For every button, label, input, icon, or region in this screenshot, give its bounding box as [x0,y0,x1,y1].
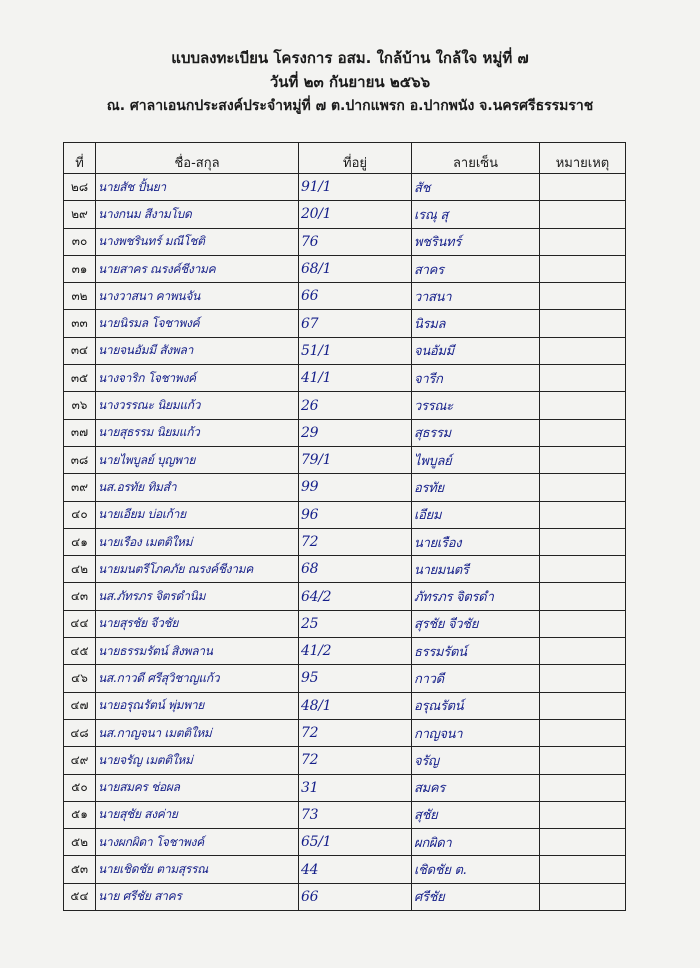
row-address: 66 [299,283,412,310]
row-note [540,774,626,801]
form-location: ณ. ศาลาเอนกประสงค์ประจำหมู่ที่ ๗ ต.ปากแพรก อ.ปากพนัง จ.นครศรีธรรมราช [106,98,594,114]
row-number: ๓๙ [64,474,96,501]
row-name: นางผกผิดา โจชาพงค์ [96,829,299,856]
column-header-address: ที่อยู่ [299,143,412,174]
row-number: ๔๕ [64,638,96,665]
row-name: นส.กาญจนา เมตติใหม่ [96,719,299,746]
row-name: นางพชรินทร์ มณีโชติ [96,228,299,255]
row-name: นางจาริก โจชาพงค์ [96,365,299,392]
table-row [64,719,626,746]
row-note [540,556,626,583]
row-note [540,665,626,692]
row-number: ๔๔ [64,610,96,637]
row-number: ๒๘ [64,174,96,201]
column-header-note: หมายเหตุ [540,143,626,174]
row-note [540,719,626,746]
row-number: ๓๐ [64,228,96,255]
row-number: ๔๓ [64,583,96,610]
row-signature: พชรินทร์ [412,228,540,255]
row-address: 41/1 [299,365,412,392]
row-address: 72 [299,747,412,774]
form-header [0,46,700,118]
table-row [64,638,626,665]
row-name: นางกนม สีงามโบด [96,201,299,228]
row-number: ๕๔ [64,883,96,910]
row-address: 20/1 [299,201,412,228]
row-signature: นายมนตรี [412,556,540,583]
row-name: นส.อรทัย ทิมสำ [96,474,299,501]
row-signature: เรณุ สุ [412,201,540,228]
row-number: ๔๖ [64,665,96,692]
row-name: นายสุรชัย จีวชัย [96,610,299,637]
row-note [540,337,626,364]
row-note [540,228,626,255]
row-note [540,392,626,419]
row-signature: วรรณะ [412,392,540,419]
row-signature: จารีก [412,365,540,392]
row-note [540,365,626,392]
table-header-row [64,143,626,174]
table-row [64,856,626,883]
row-name: นายมนตรีโภคภัย ณรงค์ชีงามค [96,556,299,583]
row-address: 68 [299,556,412,583]
table-row [64,310,626,337]
row-number: ๔๑ [64,528,96,555]
table-row [64,255,626,282]
row-address: 76 [299,228,412,255]
table-row [64,583,626,610]
row-name: นายสุธรรม นิยมแก้ว [96,419,299,446]
registration-table [63,142,626,911]
table-row [64,501,626,528]
row-address: 91/1 [299,174,412,201]
row-number: ๔๐ [64,501,96,528]
table-row [64,446,626,473]
row-signature: ศรีชัย [412,883,540,910]
row-signature: กาวดี [412,665,540,692]
row-number: ๔๘ [64,719,96,746]
row-number: ๔๒ [64,556,96,583]
row-note [540,583,626,610]
row-name: นายจนอัมมี สังพลา [96,337,299,364]
row-note [540,610,626,637]
row-address: 72 [299,528,412,555]
table-row [64,829,626,856]
row-note [540,801,626,828]
row-address: 65/1 [299,829,412,856]
row-note [540,528,626,555]
row-name: นส.กาวดี ศรีสุวิชาญแก้ว [96,665,299,692]
row-number: ๓๗ [64,419,96,446]
row-number: ๕๓ [64,856,96,883]
row-number: ๓๓ [64,310,96,337]
table-row [64,747,626,774]
row-note [540,174,626,201]
row-note [540,255,626,282]
row-name: นายสาคร ณรงค์ชีงามค [96,255,299,282]
row-address: 99 [299,474,412,501]
row-name: นาย ศรีชัย สาคร [96,883,299,910]
row-address: 96 [299,501,412,528]
row-address: 66 [299,883,412,910]
row-name: นายไพบูลย์ บุญพาย [96,446,299,473]
table-row [64,774,626,801]
row-name: นายสุชัย สงค่าย [96,801,299,828]
row-address: 72 [299,719,412,746]
row-number: ๓๖ [64,392,96,419]
row-name: นายเรือง เมตติใหม่ [96,528,299,555]
row-signature: นายเรือง [412,528,540,555]
row-number: ๒๙ [64,201,96,228]
row-note [540,446,626,473]
row-signature: สัช [412,174,540,201]
row-address: 41/2 [299,638,412,665]
row-signature: อรทัย [412,474,540,501]
table-row [64,528,626,555]
row-note [540,638,626,665]
row-name: นายนิรมล โจชาพงค์ [96,310,299,337]
row-address: 67 [299,310,412,337]
row-number: ๓๑ [64,255,96,282]
row-signature: สุธรรม [412,419,540,446]
table-row [64,228,626,255]
row-address: 51/1 [299,337,412,364]
row-signature: จรัญ [412,747,540,774]
row-address: 68/1 [299,255,412,282]
row-note [540,283,626,310]
row-signature: สุชัย [412,801,540,828]
table-row [64,883,626,910]
table-row [64,801,626,828]
row-number: ๔๗ [64,692,96,719]
row-note [540,501,626,528]
row-name: นายเชิดชัย ตามสุรรณ [96,856,299,883]
row-address: 29 [299,419,412,446]
table-body [64,174,626,911]
form-date: วันที่ ๒๓ กันยายน ๒๕๖๖ [269,73,431,91]
row-name: นส.ภัทรภร จิตรดำนิม [96,583,299,610]
row-number: ๕๒ [64,829,96,856]
row-signature: ธรรมรัตน์ [412,638,540,665]
row-note [540,310,626,337]
row-name: นายเอียม บ่อเก้าย [96,501,299,528]
row-signature: เชิดชัย ต. [412,856,540,883]
row-number: ๓๘ [64,446,96,473]
row-number: ๓๕ [64,365,96,392]
row-number: ๔๙ [64,747,96,774]
row-note [540,829,626,856]
row-number: ๕๐ [64,774,96,801]
table-row [64,419,626,446]
table-row [64,283,626,310]
row-signature: ภัทรภร จิตรดำ [412,583,540,610]
row-name: นายธรรมรัตน์ สิงพลาน [96,638,299,665]
row-signature: จนอัมมี [412,337,540,364]
table-row [64,692,626,719]
row-signature: สุรชัย จีวชัย [412,610,540,637]
row-signature: ไพบูลย์ [412,446,540,473]
table-row [64,337,626,364]
table-row [64,365,626,392]
row-signature: สมคร [412,774,540,801]
row-address: 95 [299,665,412,692]
row-name: นายสมคร ช่อผล [96,774,299,801]
row-note [540,692,626,719]
row-address: 26 [299,392,412,419]
table-row [64,556,626,583]
row-note [540,883,626,910]
table-row [64,665,626,692]
column-header-name: ชื่อ-สกุล [96,143,299,174]
row-note [540,419,626,446]
row-signature: สาคร [412,255,540,282]
row-note [540,201,626,228]
row-address: 64/2 [299,583,412,610]
row-signature: กาญจนา [412,719,540,746]
row-signature: ผกผิดา [412,829,540,856]
row-name: นางวาสนา คาพนจัน [96,283,299,310]
column-header-no: ที่ [64,143,96,174]
row-number: ๕๑ [64,801,96,828]
row-address: 79/1 [299,446,412,473]
row-name: นายจรัญ เมตติใหม่ [96,747,299,774]
row-name: นายอรุณรัตน์ พุ่มพาย [96,692,299,719]
row-note [540,856,626,883]
row-address: 44 [299,856,412,883]
row-signature: นิรมล [412,310,540,337]
row-signature: เอียม [412,501,540,528]
row-name: นางวรรณะ นิยมแก้ว [96,392,299,419]
row-number: ๓๒ [64,283,96,310]
row-address: 31 [299,774,412,801]
row-signature: อรุณรัตน์ [412,692,540,719]
row-number: ๓๔ [64,337,96,364]
row-address: 25 [299,610,412,637]
table-row [64,174,626,201]
row-address: 73 [299,801,412,828]
row-note [540,474,626,501]
row-address: 48/1 [299,692,412,719]
table-row [64,392,626,419]
row-note [540,747,626,774]
form-title: แบบลงทะเบียน โครงการ อสม. ใกล้บ้าน ใกล้ใจ หมู่ที่ ๗ [171,49,529,67]
column-header-signature: ลายเซ็น [412,143,540,174]
row-signature: วาสนา [412,283,540,310]
table-row [64,474,626,501]
row-name: นายสัช ปั้นยา [96,174,299,201]
table-row [64,201,626,228]
table-row [64,610,626,637]
